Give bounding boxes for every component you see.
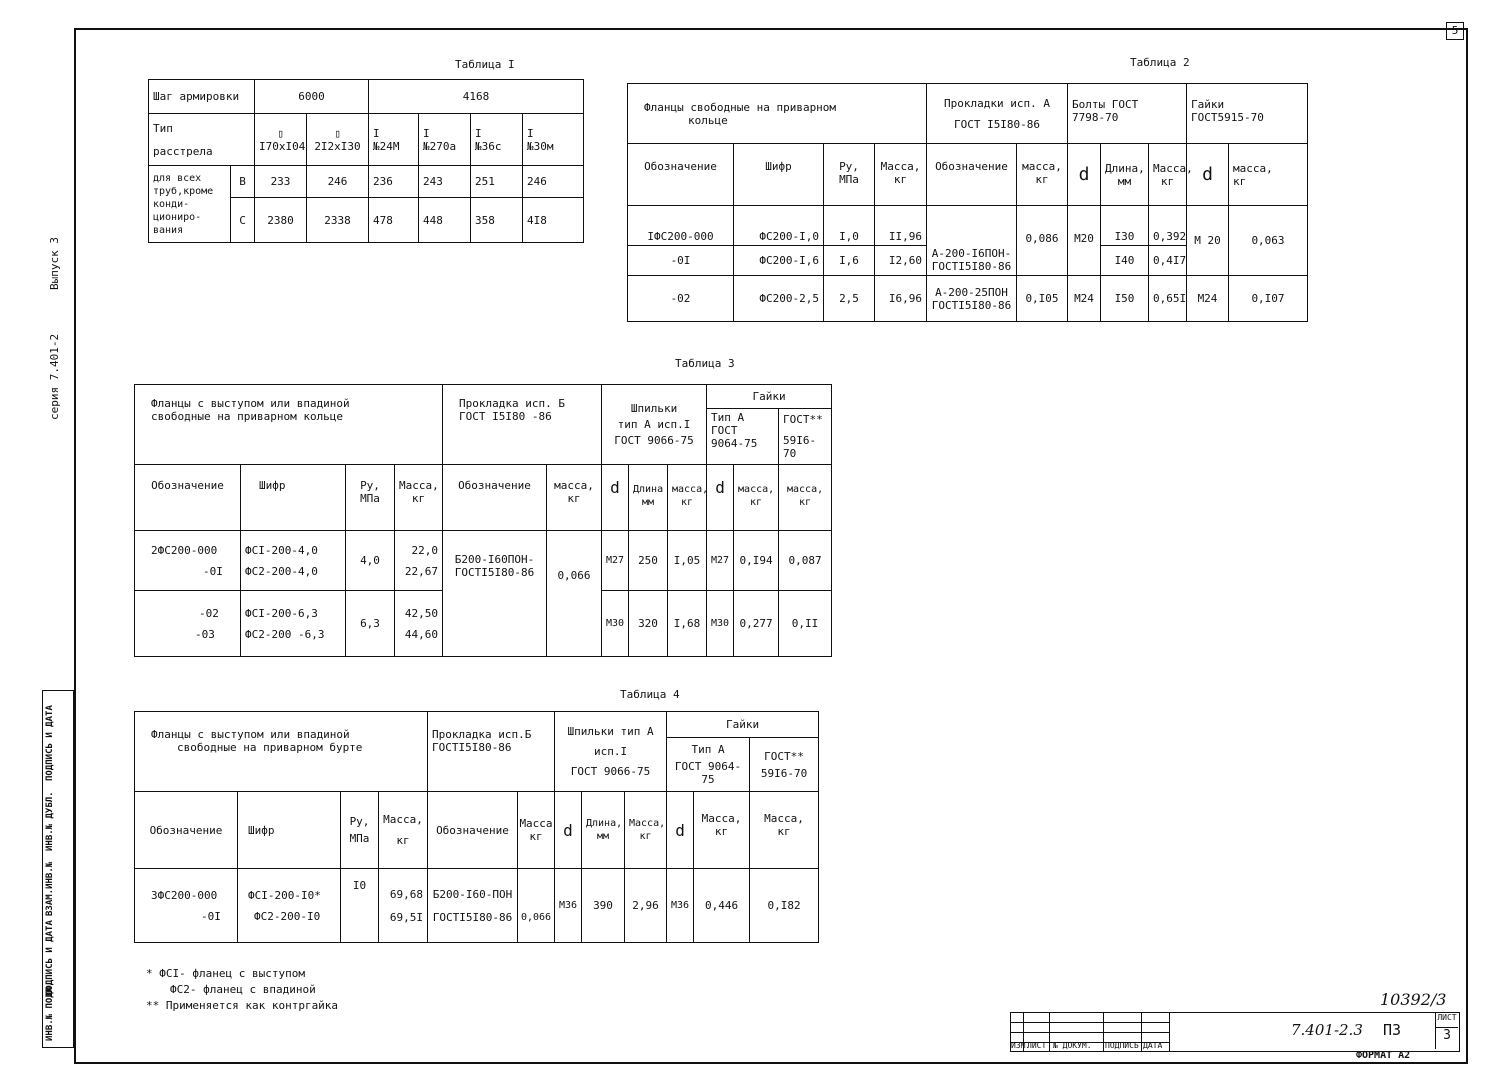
t4-r-massa: 69,68 69,5I bbox=[379, 869, 428, 943]
t2-oboz-0: IФС200-000 bbox=[628, 206, 734, 246]
t4-nm: 0,446 bbox=[694, 869, 750, 943]
t1-cell: 448 bbox=[419, 198, 471, 243]
t4-c-massa2: Масса кг bbox=[518, 792, 555, 869]
table1-caption: Таблица I bbox=[455, 58, 515, 71]
corner-sheet-number: 5 bbox=[1446, 22, 1464, 40]
side-label-seria: серия 7.401-2 bbox=[48, 333, 61, 420]
t2-bolt-d1: М20 bbox=[1068, 206, 1101, 276]
t4-h-gasket: Прокладка исп.Б ГОСТI5I80-86 bbox=[428, 712, 555, 792]
t4-r-shifr: ФСI-200-I0* ФС2-200-I0 bbox=[238, 869, 341, 943]
t3-r1-py: 4,0 bbox=[346, 531, 395, 591]
t4-gasket-mass: 0,066 bbox=[518, 869, 555, 943]
t1-cell: 246 bbox=[523, 166, 584, 198]
t1-cell: 2338 bbox=[307, 198, 369, 243]
t3-c-d: d bbox=[602, 465, 629, 531]
t4-d: М36 bbox=[555, 869, 582, 943]
t2-py-0: I,0 bbox=[824, 206, 875, 246]
t1-cell: 246 bbox=[307, 166, 369, 198]
t4-c-shifr: Шифр bbox=[238, 792, 341, 869]
note-1: * ФСI- фланец с выступом bbox=[146, 967, 305, 980]
t2-h-flanges: Фланцы свободные на приварном кольце bbox=[628, 84, 927, 144]
t2-dlina-1: I40 bbox=[1101, 246, 1149, 276]
t2-shifr-0: ФС200-I,0 bbox=[734, 206, 824, 246]
t3-c-shifr: Шифр bbox=[241, 465, 346, 531]
t4-h-studs: Шпильки тип А исп.I ГОСТ 9066-75 bbox=[555, 712, 667, 792]
t2-bolt-d2: М24 bbox=[1068, 276, 1101, 322]
t1-type-0: ▯ I70xI04 bbox=[255, 114, 307, 166]
t2-c-py: Ру, МПа bbox=[824, 144, 875, 206]
t3-c-massa2: масса, кг bbox=[547, 465, 602, 531]
t2-oboz-1: -0I bbox=[628, 246, 734, 276]
t1-cell: 478 bbox=[369, 198, 419, 243]
t4-gasket: Б200-I60-ПОН ГОСТI5I80-86 bbox=[428, 869, 518, 943]
t2-shifr-2: ФС200-2,5 bbox=[734, 276, 824, 322]
t2-massa-1: I2,60 bbox=[875, 246, 927, 276]
t2-massa-0: II,96 bbox=[875, 206, 927, 246]
t2-oboz-2: -02 bbox=[628, 276, 734, 322]
t4-c-d2: d bbox=[667, 792, 694, 869]
note-2: ФС2- фланец с впадиной bbox=[170, 983, 316, 996]
t1-cell: 233 bbox=[255, 166, 307, 198]
t3-gasket: Б200-I60ПОН- ГОСТI5I80-86 bbox=[443, 531, 547, 657]
t2-h-nuts: Гайки ГОСТ5915-70 bbox=[1187, 84, 1308, 144]
t3-r1-oboz: 2ФС200-000 -0I bbox=[135, 531, 241, 591]
t3-c-massa4: масса, кг bbox=[734, 465, 779, 531]
tb-col-dokum: № ДОКУМ. bbox=[1053, 1041, 1092, 1050]
t2-h-gaskets: Прокладки исп. А ГОСТ I5I80-86 bbox=[927, 84, 1068, 144]
t2-bmassa-1: 0,4I7 bbox=[1149, 246, 1187, 276]
t2-c-dlina: Длина, мм bbox=[1101, 144, 1149, 206]
t1-cell: 358 bbox=[471, 198, 523, 243]
t3-r2-d: М30 bbox=[602, 591, 629, 657]
t3-r2-dlina: 320 bbox=[629, 591, 668, 657]
t2-bmassa-0: 0,392 bbox=[1149, 206, 1187, 246]
t3-c-oboz2: Обозначение bbox=[443, 465, 547, 531]
t2-gasket-2-mass: 0,I05 bbox=[1017, 276, 1068, 322]
t3-r2-gm: 0,II bbox=[779, 591, 832, 657]
t4-gm: 0,I82 bbox=[750, 869, 819, 943]
tb-col-podpis: ПОДПИСЬ bbox=[1105, 1041, 1139, 1050]
t3-r1-massa: 22,0 22,67 bbox=[395, 531, 443, 591]
t3-c-oboz: Обозначение bbox=[135, 465, 241, 531]
t3-h-studs: Шпильки тип А исп.I ГОСТ 9066-75 bbox=[602, 385, 707, 465]
t1-cell: 2380 bbox=[255, 198, 307, 243]
tb-doc-code: 7.401-2.3 bbox=[1291, 1021, 1363, 1039]
t3-c-dlina: Длина мм bbox=[629, 465, 668, 531]
t3-r1-smass: I,05 bbox=[668, 531, 707, 591]
table2-caption: Таблица 2 bbox=[1130, 56, 1190, 69]
t3-r1-gm: 0,087 bbox=[779, 531, 832, 591]
t3-r1-nd: М27 bbox=[707, 531, 734, 591]
t4-h-flanges: Фланцы с выступом или впадиной свободные на приварном бурте bbox=[135, 712, 428, 792]
t3-h-nuts: Гайки bbox=[707, 385, 832, 409]
t4-c-d: d bbox=[555, 792, 582, 869]
t1-code-b: В bbox=[231, 166, 255, 198]
t4-c-oboz2: Обозначение bbox=[428, 792, 518, 869]
tb-sheet-no: 3 bbox=[1443, 1028, 1451, 1043]
t1-code-c: С bbox=[231, 198, 255, 243]
t3-r2-smass: I,68 bbox=[668, 591, 707, 657]
title-block bbox=[1010, 1012, 1460, 1052]
tb-col-data: ДАТА bbox=[1143, 1041, 1163, 1050]
t1-type-1: ▯ 2I2xI30 bbox=[307, 114, 369, 166]
t3-r1-shifr: ФСI-200-4,0 ФС2-200-4,0 bbox=[241, 531, 346, 591]
format-label: ФОРМАТ А2 bbox=[1356, 1050, 1411, 1061]
t2-gasket-2: А-200-25ПОН ГОСТI5I80-86 bbox=[927, 276, 1017, 322]
t4-h-gost: ГОСТ** 59I6-70 bbox=[750, 738, 819, 792]
tb-sheet-cell bbox=[1435, 1013, 1458, 1049]
t2-c-massa4: масса, кг bbox=[1229, 144, 1308, 206]
t2-c-massa2: масса, кг bbox=[1017, 144, 1068, 206]
t3-c-d2: d bbox=[707, 465, 734, 531]
tb-col-izm: ИЗМ. bbox=[1011, 1041, 1031, 1050]
side-label-vypusk: Выпуск 3 bbox=[48, 237, 61, 290]
t4-c-massa5: Масса, кг bbox=[750, 792, 819, 869]
t2-h-bolts: Болты ГОСТ 7798-70 bbox=[1068, 84, 1187, 144]
t3-r1-dlina: 250 bbox=[629, 531, 668, 591]
t4-c-massa3: Масса, кг bbox=[625, 792, 667, 869]
t2-nut-m1: 0,063 bbox=[1229, 206, 1308, 276]
t2-gasket-1-mass: 0,086 bbox=[1017, 206, 1068, 276]
t4-c-dlina: Длина, мм bbox=[582, 792, 625, 869]
handwritten-number: 10392/3 bbox=[1380, 990, 1447, 1009]
t3-c-massa3: масса, кг bbox=[668, 465, 707, 531]
table3-caption: Таблица 3 bbox=[675, 357, 735, 370]
t1-type-5: I №30м bbox=[523, 114, 584, 166]
t4-h-nuts: Гайки bbox=[667, 712, 819, 738]
table4 bbox=[134, 711, 819, 943]
left-stamp: ИНВ.№ ПОДЛ. ПОДПИСЬ И ДАТА ВЗАМ.ИНВ.№ ИНВ.№ ДУБЛ. ПОДПИСЬ И ДАТА bbox=[42, 690, 74, 1048]
t3-h-nutA: Тип А ГОСТ 9064-75 bbox=[707, 409, 779, 465]
notes bbox=[146, 966, 338, 1014]
t2-c-d: d bbox=[1068, 144, 1101, 206]
t4-c-py: Ру, МПа bbox=[341, 792, 379, 869]
t1-cell: 243 bbox=[419, 166, 471, 198]
t2-nut-d2: М24 bbox=[1187, 276, 1229, 322]
t3-r2-py: 6,3 bbox=[346, 591, 395, 657]
t3-r2-nd: М30 bbox=[707, 591, 734, 657]
t4-smass: 2,96 bbox=[625, 869, 667, 943]
t3-r2-shifr: ФСI-200-6,3 ФС2-200 -6,3 bbox=[241, 591, 346, 657]
t2-py-1: I,6 bbox=[824, 246, 875, 276]
tb-col-list: ЛИСТ bbox=[1027, 1041, 1047, 1050]
t3-h-gost: ГОСТ** 59I6-70 bbox=[779, 409, 832, 465]
t1-cell: 251 bbox=[471, 166, 523, 198]
t3-c-massa: Масса, кг bbox=[395, 465, 443, 531]
t2-c-shifr: Шифр bbox=[734, 144, 824, 206]
t2-c-oboz2: Обозначение bbox=[927, 144, 1017, 206]
table4-caption: Таблица 4 bbox=[620, 688, 680, 701]
t2-c-massa3: Масса, кг bbox=[1149, 144, 1187, 206]
t3-gasket-mass: 0,066 bbox=[547, 531, 602, 657]
t3-r2-nm: 0,277 bbox=[734, 591, 779, 657]
t2-py-2: 2,5 bbox=[824, 276, 875, 322]
t2-shifr-1: ФС200-I,6 bbox=[734, 246, 824, 276]
t4-h-nutA: Тип А ГОСТ 9064-75 bbox=[667, 738, 750, 792]
table3 bbox=[134, 384, 832, 657]
t2-bmassa-2: 0,65I bbox=[1149, 276, 1187, 322]
t2-massa-2: I6,96 bbox=[875, 276, 927, 322]
t1-type-3: I №270а bbox=[419, 114, 471, 166]
t3-r1-d: М27 bbox=[602, 531, 629, 591]
t3-r2-oboz: -02 -03 bbox=[135, 591, 241, 657]
t1-type-2: I №24М bbox=[369, 114, 419, 166]
t1-cell: 4I8 bbox=[523, 198, 584, 243]
t4-r-py: I0 bbox=[341, 869, 379, 943]
t2-nut-d1: М 20 bbox=[1187, 206, 1229, 276]
t4-c-massa: Масса, кг bbox=[379, 792, 428, 869]
tb-doc-suffix: ПЗ bbox=[1383, 1021, 1402, 1039]
t1-shag-label: Шаг армировки bbox=[149, 80, 255, 114]
t1-cell: 236 bbox=[369, 166, 419, 198]
t3-c-py: Ру, МПа bbox=[346, 465, 395, 531]
t3-h-flanges: Фланцы с выступом или впадиной свободные на приварном кольце bbox=[135, 385, 443, 465]
t2-nut-m2: 0,I07 bbox=[1229, 276, 1308, 322]
t2-dlina-2: I50 bbox=[1101, 276, 1149, 322]
t2-dlina-0: I30 bbox=[1101, 206, 1149, 246]
t3-r2-massa: 42,50 44,60 bbox=[395, 591, 443, 657]
t1-tip-label: Тип расстрела bbox=[149, 114, 255, 166]
t3-c-massa5: масса, кг bbox=[779, 465, 832, 531]
t2-c-d2: d bbox=[1187, 144, 1229, 206]
t4-c-oboz: Обозначение bbox=[135, 792, 238, 869]
table2 bbox=[627, 83, 1308, 322]
t1-shag-6000: 6000 bbox=[255, 80, 369, 114]
t2-c-massa: Масса, кг bbox=[875, 144, 927, 206]
t4-dlina: 390 bbox=[582, 869, 625, 943]
t2-c-oboz: Обозначение bbox=[628, 144, 734, 206]
t1-row-label: для всех труб,кроме конди- циониро- вания bbox=[149, 166, 231, 243]
t4-r-oboz: 3ФС200-000 -0I bbox=[135, 869, 238, 943]
t4-nd: М36 bbox=[667, 869, 694, 943]
t4-c-massa4: Масса, кг bbox=[694, 792, 750, 869]
t1-type-4: I №36с bbox=[471, 114, 523, 166]
t2-gasket-1: А-200-I6ПОН- ГОСТI5I80-86 bbox=[927, 206, 1017, 276]
table1 bbox=[148, 79, 584, 243]
tb-sheet-label: ЛИСТ bbox=[1436, 1013, 1458, 1028]
t3-h-gasket: Прокладка исп. Б ГОСТ I5I80 -86 bbox=[443, 385, 602, 465]
t3-r1-nm: 0,I94 bbox=[734, 531, 779, 591]
note-3: ** Применяется как контргайка bbox=[146, 999, 339, 1012]
t1-shag-4168: 4168 bbox=[369, 80, 584, 114]
